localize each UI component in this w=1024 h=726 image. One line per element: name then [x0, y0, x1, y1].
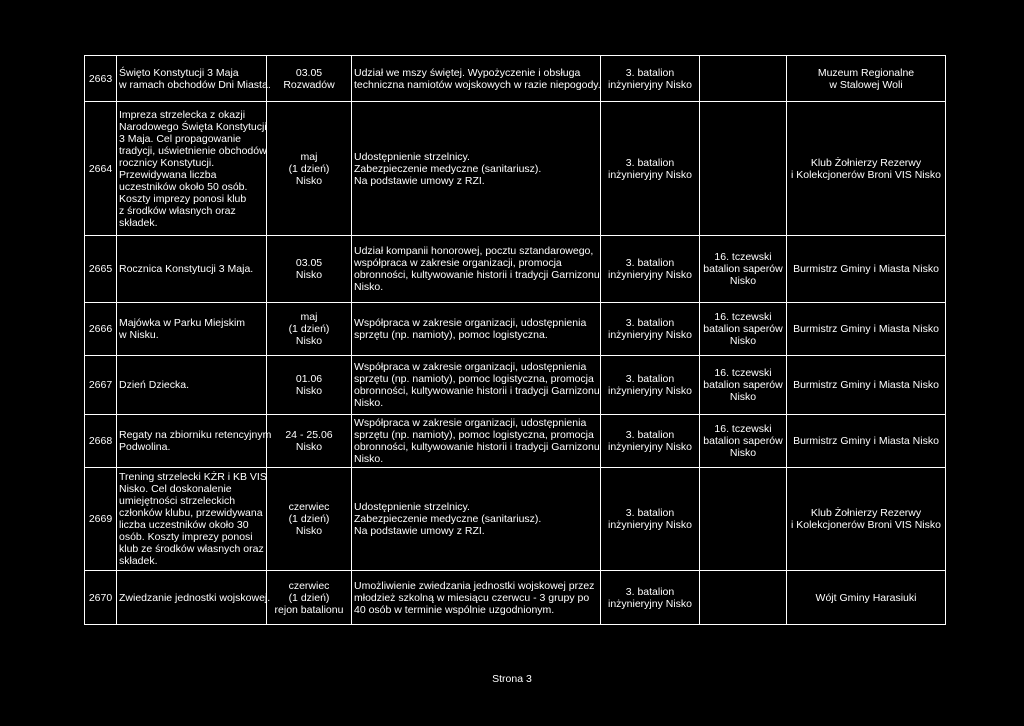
event-date-line: 03.05: [295, 66, 323, 79]
event-name-line: Koszty imprezy ponosi klub: [119, 192, 247, 205]
event-date: [267, 356, 352, 415]
event-name-line: Trening strzelecki KŻR i KB VIS: [119, 471, 267, 483]
event-description-line: 40 osób w terminie wspólnie uzgodnionym.: [354, 603, 555, 616]
event-description: [352, 356, 601, 415]
row-number: 2664: [85, 102, 117, 236]
event-description-line: Umożliwienie zwiedzania jednostki wojskowej przez: [354, 579, 595, 592]
event-description: [352, 236, 601, 303]
organizer: [787, 468, 946, 571]
organizer-line: Klub Żołnierzy Rezerwy: [810, 507, 922, 519]
table-row: [85, 356, 946, 415]
table-row: [85, 571, 946, 625]
event-description-line: Współpraca w zakresie organizacji, udostępnienia: [354, 361, 587, 373]
military-unit-line: inżynieryjny Nisko: [607, 597, 693, 610]
event-date-line: Nisko: [295, 525, 323, 537]
military-unit-line: inżynieryjny Nisko: [607, 329, 693, 341]
table-row: [85, 236, 946, 303]
event-date-line: 03.05: [295, 257, 323, 269]
event-date-line: Nisko: [295, 335, 323, 347]
event-name-line: w Nisku.: [119, 329, 159, 341]
event-date-line: (1 dzień): [288, 323, 330, 335]
partner-unit: [700, 102, 787, 236]
organizer-line: Klub Żołnierzy Rezerwy: [810, 156, 922, 169]
event-name-line: składek.: [119, 555, 158, 567]
event-date: [267, 303, 352, 356]
event-date-line: (1 dzień): [288, 513, 330, 525]
event-description: [352, 102, 601, 236]
organizer: [787, 303, 946, 356]
event-date: [267, 415, 352, 468]
event-name-line: uczestników około 50 osób.: [119, 180, 248, 193]
military-unit-line: 3. batalion: [625, 317, 675, 329]
event-name: [117, 415, 272, 468]
partner-unit: [700, 303, 787, 356]
military-unit: [601, 56, 700, 102]
event-description-line: obronności, kultywowanie historii i tradycji Garnizonu: [354, 385, 600, 397]
event-name: [117, 236, 267, 303]
event-date-line: Nisko: [295, 174, 323, 187]
event-date-line: (1 dzień): [288, 591, 330, 604]
event-name-line: Przewidywana liczba: [119, 168, 217, 181]
organizer: [787, 102, 946, 236]
event-name-line: Rocznica Konstytucji 3 Maja.: [119, 263, 254, 275]
event-name: [117, 468, 267, 571]
military-unit: [601, 303, 700, 356]
event-description: [352, 303, 601, 356]
event-description-line: młodzież szkolną w miesiącu czerwcu - 3 grupy po: [354, 591, 590, 604]
organizer-line: Muzeum Regionalne: [817, 66, 915, 79]
event-description-line: Zabezpieczenie medyczne (sanitariusz).: [354, 162, 542, 175]
organizer-line: Burmistrz Gminy i Miasta Nisko: [793, 435, 939, 447]
event-date-line: rejon batalionu: [274, 603, 344, 616]
row-number: 2665: [85, 236, 117, 303]
partner-unit-line: 16. tczewski: [714, 311, 772, 323]
event-date: [267, 236, 352, 303]
event-date-line: czerwiec: [288, 579, 330, 592]
military-unit-line: inżynieryjny Nisko: [607, 441, 693, 453]
partner-unit: [700, 356, 787, 415]
row-number: 2667: [85, 356, 117, 415]
military-unit-line: inżynieryjny Nisko: [607, 78, 693, 91]
event-date: [267, 571, 352, 625]
organizer: [787, 356, 946, 415]
event-name-line: w ramach obchodów Dni Miasta.: [119, 78, 271, 91]
partner-unit: [700, 236, 787, 303]
organizer-line: Burmistrz Gminy i Miasta Nisko: [793, 263, 939, 275]
partner-unit-line: 16. tczewski: [714, 423, 772, 435]
event-name-line: rocznicy Konstytucji.: [119, 156, 215, 169]
table-row: [85, 415, 946, 468]
event-name-line: składek.: [119, 216, 158, 229]
event-description-line: Współpraca w zakresie organizacji, udostępnienia: [354, 417, 587, 429]
event-date-line: Rozwadów: [283, 78, 335, 91]
event-description-line: Udział kompanii honorowej, pocztu sztandarowego,: [354, 245, 594, 257]
event-description: [352, 571, 601, 625]
partner-unit: [700, 571, 787, 625]
event-description-line: techniczna namiotów wojskowych w razie niepogody.: [354, 78, 601, 91]
event-name-line: Narodowego Święta Konstytucji: [119, 120, 267, 133]
row-number: 2669: [85, 468, 117, 571]
organizer-line: i Kolekcjonerów Broni VIS Nisko: [791, 519, 941, 531]
partner-unit: [700, 56, 787, 102]
event-name-line: Dzień Dziecka.: [119, 379, 190, 391]
partner-unit-line: batalion saperów: [703, 263, 783, 275]
event-name-line: Nisko. Cel doskonalenie: [119, 483, 232, 495]
military-unit: [601, 468, 700, 571]
organizer-line: Burmistrz Gminy i Miasta Nisko: [793, 379, 939, 391]
event-name-line: umiejętności strzeleckich: [119, 495, 236, 507]
event-date: [267, 56, 352, 102]
event-description-line: Nisko.: [354, 453, 384, 465]
table-row: [85, 102, 946, 236]
event-name-line: klub ze środków własnych oraz: [119, 543, 264, 555]
event-description-line: sprzętu (np. namioty), pomoc logistyczna, promocja: [354, 429, 594, 441]
event-description-line: Współpraca w zakresie organizacji, udostępnienia: [354, 317, 587, 329]
military-unit-line: 3. batalion: [625, 373, 675, 385]
event-description-line: Udostępnienie strzelnicy.: [354, 150, 470, 163]
military-unit-line: 3. batalion: [625, 156, 675, 169]
event-name-line: tradycji, uświetnienie obchodów: [119, 144, 267, 157]
event-description-line: Nisko.: [354, 397, 384, 409]
table-row: [85, 468, 946, 571]
military-unit: [601, 415, 700, 468]
event-name-line: osób. Koszty imprezy ponosi: [119, 531, 253, 543]
organizer: [787, 571, 946, 625]
military-unit: [601, 571, 700, 625]
partner-unit: [700, 468, 787, 571]
partner-unit-line: batalion saperów: [703, 435, 783, 447]
military-unit-line: 3. batalion: [625, 429, 675, 441]
military-unit: [601, 102, 700, 236]
event-name-line: Święto Konstytucji 3 Maja: [119, 66, 239, 79]
military-unit-line: inżynieryjny Nisko: [607, 168, 693, 181]
event-name-line: Impreza strzelecka z okazji: [119, 108, 246, 121]
row-number: 2670: [85, 571, 117, 625]
event-date: [267, 468, 352, 571]
organizer-line: w Stalowej Woli: [829, 78, 903, 91]
military-unit-line: 3. batalion: [625, 507, 675, 519]
event-name: [117, 356, 267, 415]
events-table: [84, 55, 946, 625]
event-description-line: Udział we mszy świętej. Wypożyczenie i obsługa: [354, 66, 581, 79]
event-description-line: sprzętu (np. namioty), pomoc logistyczna.: [354, 329, 548, 341]
event-date-line: 24 - 25.06: [285, 429, 333, 441]
event-name: [117, 571, 271, 625]
organizer-line: i Kolekcjonerów Broni VIS Nisko: [791, 168, 941, 181]
military-unit-line: inżynieryjny Nisko: [607, 519, 693, 531]
event-name-line: z środków własnych oraz: [119, 204, 236, 217]
event-description-line: Zabezpieczenie medyczne (sanitariusz).: [354, 513, 542, 525]
table-row: [85, 303, 946, 356]
event-date: [267, 102, 352, 236]
organizer: [787, 56, 946, 102]
event-name-line: Majówka w Parku Miejskim: [119, 317, 246, 329]
event-date-line: Nisko: [295, 385, 323, 397]
organizer: [787, 415, 946, 468]
event-description-line: Na podstawie umowy z RZI.: [354, 525, 485, 537]
event-description-line: sprzętu (np. namioty), pomoc logistyczna, promocja: [354, 373, 594, 385]
event-date-line: czerwiec: [288, 501, 330, 513]
event-description: [352, 415, 601, 468]
event-name: [117, 102, 267, 236]
row-number: 2666: [85, 303, 117, 356]
event-description: [352, 56, 601, 102]
partner-unit-line: batalion saperów: [703, 379, 783, 391]
military-unit-line: inżynieryjny Nisko: [607, 269, 693, 281]
partner-unit-line: 16. tczewski: [714, 367, 772, 379]
event-date-line: maj: [300, 311, 318, 323]
partner-unit-line: Nisko: [729, 275, 757, 287]
event-date-line: (1 dzień): [288, 162, 330, 175]
table-row: [85, 56, 946, 102]
military-unit-line: 3. batalion: [625, 585, 675, 598]
event-description-line: obronności, kultywowanie historii i tradycji Garnizonu: [354, 269, 600, 281]
military-unit-line: inżynieryjny Nisko: [607, 385, 693, 397]
event-date-line: Nisko: [295, 441, 323, 453]
partner-unit-line: Nisko: [729, 391, 757, 403]
military-unit-line: 3. batalion: [625, 66, 675, 79]
page-number: Strona 3: [492, 673, 532, 685]
event-name-line: 3 Maja. Cel propagowanie: [119, 132, 241, 145]
partner-unit-line: batalion saperów: [703, 323, 783, 335]
event-description: [352, 468, 601, 571]
event-date-line: Nisko: [295, 269, 323, 281]
partner-unit-line: Nisko: [729, 335, 757, 347]
event-date-line: maj: [300, 150, 318, 163]
organizer-line: Wójt Gminy Harasiuki: [815, 591, 917, 604]
event-name: [117, 56, 271, 102]
event-description-line: Nisko.: [354, 281, 384, 293]
event-date-line: 01.06: [295, 373, 323, 385]
event-name-line: Regaty na zbiorniku retencyjnym: [119, 429, 272, 441]
event-name-line: Podwolina.: [119, 441, 171, 453]
event-description-line: Na podstawie umowy z RZI.: [354, 174, 485, 187]
partner-unit-line: Nisko: [729, 447, 757, 459]
organizer-line: Burmistrz Gminy i Miasta Nisko: [793, 323, 939, 335]
event-name-line: członków klubu, przewidywana: [119, 507, 263, 519]
event-name: [117, 303, 267, 356]
organizer: [787, 236, 946, 303]
partner-unit: [700, 415, 787, 468]
military-unit: [601, 236, 700, 303]
event-name-line: Zwiedzanie jednostki wojskowej.: [119, 591, 271, 604]
event-name-line: liczba uczestników około 30: [119, 519, 249, 531]
partner-unit-line: 16. tczewski: [714, 251, 772, 263]
row-number: 2663: [85, 56, 117, 102]
military-unit-line: 3. batalion: [625, 257, 675, 269]
military-unit: [601, 356, 700, 415]
event-description-line: współpraca w zakresie organizacji, promocja: [354, 257, 562, 269]
event-description-line: Udostępnienie strzelnicy.: [354, 501, 470, 513]
event-description-line: obronności, kultywowanie historii i tradycji Garnizonu: [354, 441, 600, 453]
row-number: 2668: [85, 415, 117, 468]
